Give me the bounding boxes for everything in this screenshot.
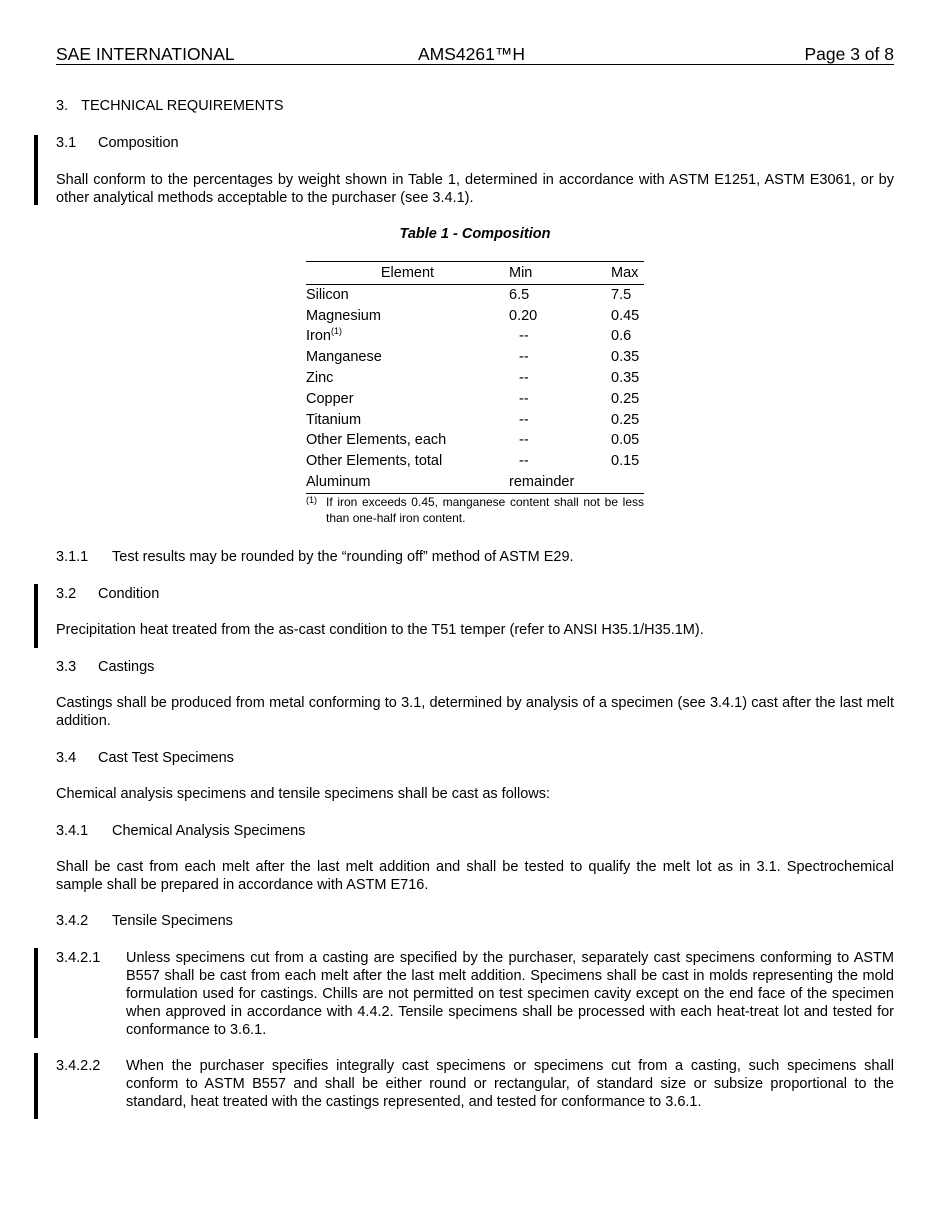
paragraph: Castings shall be produced from metal conforming to 3.1, determined by analysis of a specimen (see 3.4.1) cast after the last melt addition. — [56, 695, 894, 729]
table-row — [306, 368, 644, 389]
change-bar — [34, 135, 38, 205]
element-cell: Aluminum — [306, 472, 509, 493]
section-text: Test results may be rounded by the “rounding off” method of ASTM E29. — [112, 549, 574, 565]
min-cell: -- — [519, 328, 529, 345]
table-row — [306, 389, 644, 410]
max-cell — [611, 472, 644, 493]
page-header — [56, 44, 894, 65]
table-footnote — [306, 494, 644, 526]
section-heading — [56, 822, 894, 840]
section-number: 3.4.2.1 — [56, 950, 101, 966]
paragraph: Shall conform to the percentages by weight shown in Table 1, determined in accordance with ASTM E1251, ASTM E3061, or by other analytical methods acceptable to the purchaser (see 3.4.1). — [56, 172, 894, 206]
footnote-reference: (1) — [331, 326, 342, 337]
element-cell: Zinc — [306, 369, 334, 386]
max-cell: 0.25 — [611, 411, 640, 428]
section-title: Tensile Specimens — [112, 913, 233, 929]
section-heading — [56, 134, 894, 152]
section-number: 3.4.2.2 — [56, 1058, 101, 1074]
max-cell: 0.25 — [611, 390, 640, 407]
element-cell: Titanium — [306, 411, 362, 428]
max-cell: 0.35 — [611, 369, 640, 386]
subsection — [56, 1057, 894, 1111]
element-cell: Other Elements, each — [306, 432, 447, 449]
section-number: 3.3 — [56, 659, 77, 675]
section-heading — [56, 749, 894, 767]
element-cell: Manganese — [306, 349, 382, 366]
column-header-max: Max — [611, 262, 644, 285]
max-cell: 0.35 — [611, 349, 640, 366]
composition-table — [306, 261, 644, 494]
section-number: 3.1.1 — [56, 549, 89, 565]
min-cell: -- — [519, 453, 529, 470]
section-text: Unless specimens cut from a casting are specified by the purchaser, separately cast specimens conforming to ASTM B557 shall be cast from each melt after the last melt addition. Specimens shall be cast in molds representing the mold formulation used for castings. Chills are not permitted on test specimen cavity except on the end face of the specimen when approved in accordance with 4.4.2. Tensile specimens shall be processed with each heat-treat lot and tested for conformance to 3.6.1. — [126, 950, 894, 1038]
table-row — [306, 472, 644, 493]
change-bar — [34, 948, 38, 1038]
change-bar — [34, 1053, 38, 1119]
section-title: Chemical Analysis Specimens — [112, 823, 306, 839]
table-row — [306, 430, 644, 451]
max-cell: 7.5 — [611, 286, 632, 303]
table-row — [306, 284, 644, 305]
table-header-row — [306, 262, 644, 285]
paragraph: Chemical analysis specimens and tensile specimens shall be cast as follows: — [56, 786, 551, 802]
section-heading — [56, 912, 894, 930]
min-cell: 6.5 — [509, 286, 530, 303]
element-cell: Silicon — [306, 286, 349, 303]
element-cell: Magnesium — [306, 307, 381, 324]
section-heading — [56, 658, 894, 676]
section-heading — [56, 585, 894, 603]
max-cell: 0.6 — [611, 328, 632, 345]
section-title: TECHNICAL REQUIREMENTS — [81, 98, 284, 114]
column-header-min: Min — [509, 262, 611, 285]
header-org: SAE INTERNATIONAL — [56, 44, 235, 64]
column-header-element: Element — [306, 262, 509, 285]
section-heading — [56, 97, 894, 115]
paragraph: Precipitation heat treated from the as-cast condition to the T51 temper (refer to ANSI H35.1/H35.1M). — [56, 622, 704, 638]
table-row — [306, 326, 644, 347]
section-number: 3.4.2 — [56, 913, 89, 929]
section-title: Castings — [98, 659, 155, 675]
element-cell: Other Elements, total — [306, 453, 443, 470]
section-number: 3.4.1 — [56, 823, 89, 839]
footnote-text: If iron exceeds 0.45, manganese content shall not be less than one-half iron content. — [326, 495, 644, 525]
min-cell: -- — [519, 432, 529, 449]
subsection — [56, 548, 894, 566]
section-number: 3.4 — [56, 750, 77, 766]
element-cell: Copper — [306, 390, 354, 407]
min-cell: -- — [519, 390, 529, 407]
section-title: Composition — [98, 135, 179, 151]
table-row — [306, 347, 644, 368]
section-number: 3.2 — [56, 586, 77, 602]
min-cell: 0.20 — [509, 307, 538, 324]
min-cell: -- — [519, 411, 529, 428]
section-title: Cast Test Specimens — [98, 750, 234, 766]
element-cell — [306, 326, 509, 347]
min-cell: -- — [519, 369, 529, 386]
min-cell: -- — [519, 349, 529, 366]
section-number: 3. — [56, 98, 69, 114]
header-page-number: Page 3 of 8 — [804, 44, 894, 64]
footnote-mark: (1) — [306, 495, 317, 505]
min-cell: remainder — [509, 472, 611, 493]
max-cell: 0.05 — [611, 432, 640, 449]
section-text: When the purchaser specifies integrally cast specimens or specimens cut from a casting, such specimens shall conform to ASTM B557 and shall be either round or rectangular, of standard size or subsize proportional to the standard, heat treated with the castings represented, and tested for conformance to 3.6.1. — [126, 1058, 894, 1110]
paragraph: Shall be cast from each melt after the last melt addition and shall be tested to qualify the melt lot as in 3.1. Spectrochemical sample shall be prepared in accordance with ASTM E716. — [56, 859, 894, 893]
section-title: Condition — [98, 586, 160, 602]
element-name: Iron — [306, 328, 331, 345]
max-cell: 0.45 — [611, 307, 640, 324]
header-doc-id: AMS4261™H — [418, 44, 525, 64]
table-title: Table 1 - Composition — [399, 226, 551, 242]
table-row — [306, 306, 644, 327]
table-row — [306, 451, 644, 472]
change-bar — [34, 584, 38, 648]
section-number: 3.1 — [56, 135, 77, 151]
max-cell: 0.15 — [611, 453, 640, 470]
subsection — [56, 949, 894, 1039]
table-row — [306, 410, 644, 431]
